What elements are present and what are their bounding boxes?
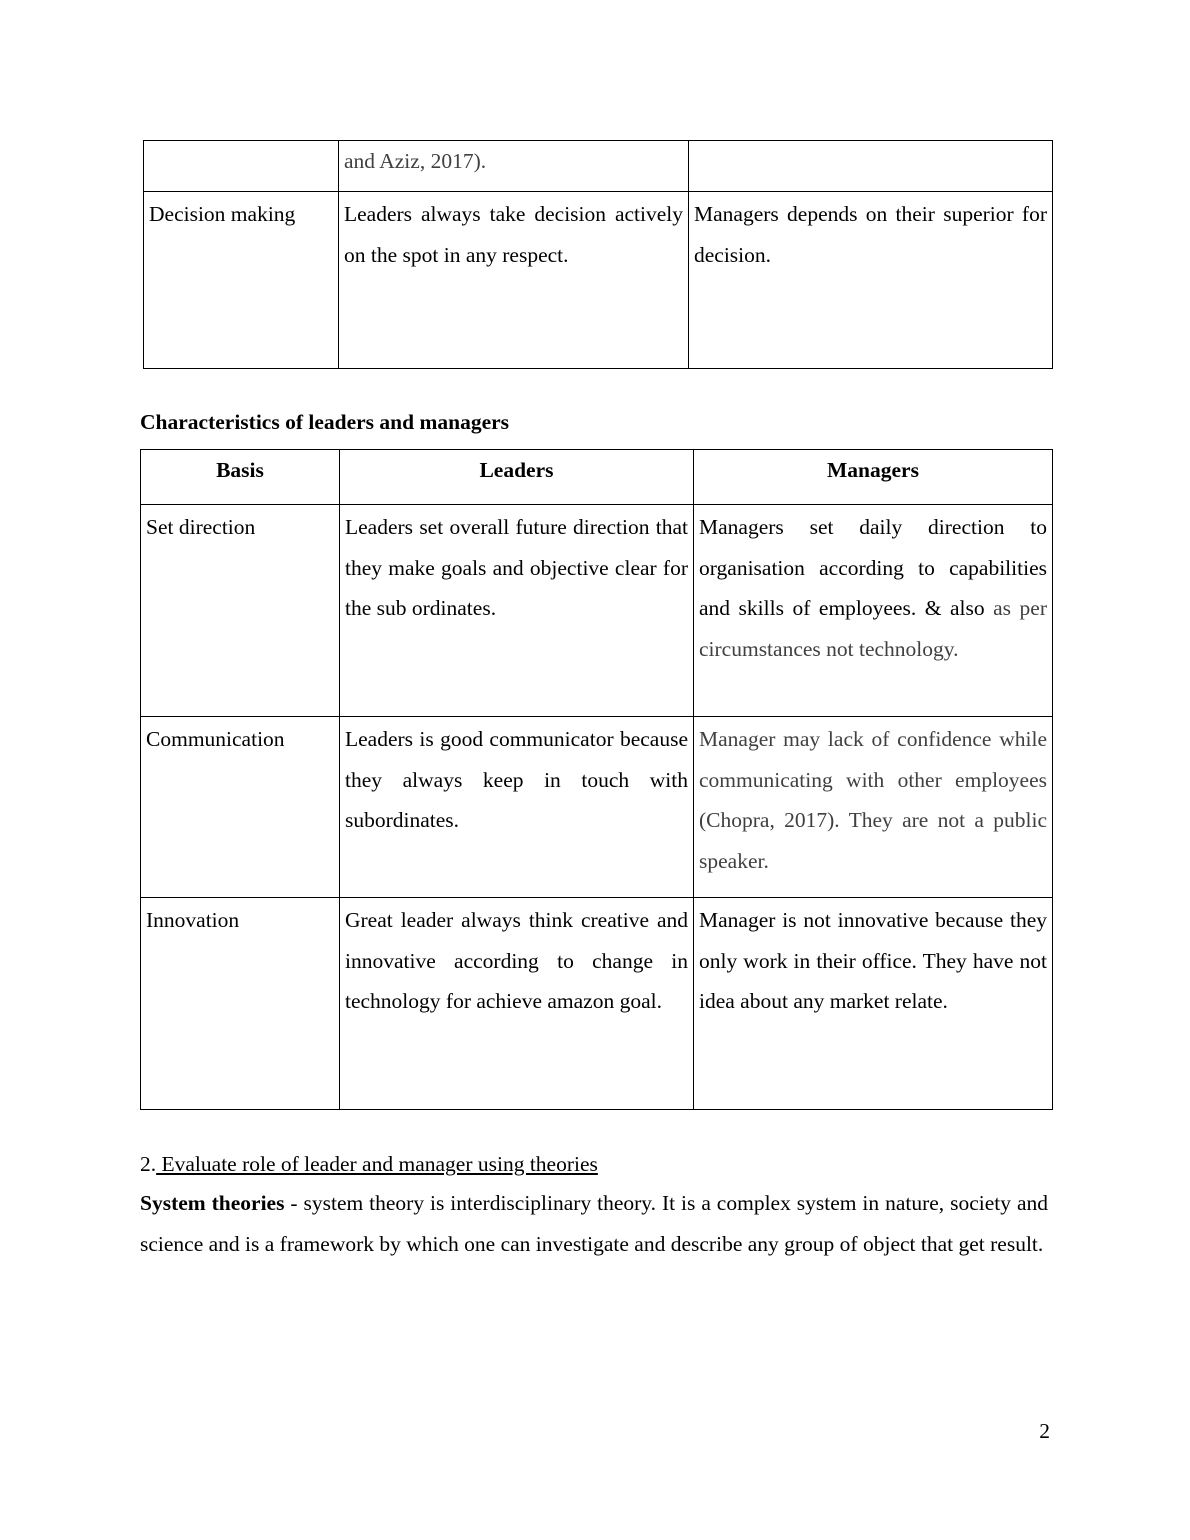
system-theories-paragraph (140, 1183, 1048, 1264)
managers-text-continued: as per circumstances not technology. (699, 596, 1047, 661)
paragraph-body: - system theory is interdisciplinary theory. It is a complex system in nature, society and science and is a framework by which one can investigate and describe any group of object that get result. (140, 1191, 1048, 1256)
continued-comparison-table (143, 140, 1053, 369)
table-row (141, 898, 1053, 1110)
section-heading (140, 1147, 598, 1181)
table-header-row (141, 450, 1053, 505)
table-row (141, 505, 1053, 717)
basis-cell (144, 141, 339, 192)
basis-cell: Innovation (141, 898, 340, 1110)
term-label: System theories (140, 1191, 285, 1215)
managers-cell (689, 141, 1053, 192)
basis-cell: Communication (141, 717, 340, 898)
managers-cell: Managers depends on their superior for decision. (689, 192, 1053, 369)
characteristics-heading: Characteristics of leaders and managers (140, 410, 510, 434)
leaders-cell: Great leader always think creative and innovative according to change in technology for achieve amazon goal. (340, 898, 694, 1110)
page-number: 2 (1039, 1419, 1050, 1443)
column-header-managers: Managers (694, 450, 1053, 505)
table-row (141, 717, 1053, 898)
basis-cell: Set direction (141, 505, 340, 717)
managers-text: Managers set daily direction to organisation according to capabilities and skills of employees. & also (699, 515, 1047, 620)
column-header-leaders: Leaders (340, 450, 694, 505)
leaders-cell: Leaders is good communicator because they always keep in touch with subordinates. (340, 717, 694, 898)
table-row (144, 141, 1053, 192)
managers-cell: Manager may lack of confidence while communicating with other employees (Chopra, 2017). They are not a public speaker. (694, 717, 1053, 898)
leaders-cell: Leaders set overall future direction that they make goals and objective clear for the sub ordinates. (340, 505, 694, 717)
section-number: 2. (140, 1152, 157, 1176)
leaders-cell: Leaders always take decision actively on the spot in any respect. (339, 192, 689, 369)
column-header-basis: Basis (141, 450, 340, 505)
managers-cell: Manager is not innovative because they only work in their office. They have not idea about any market relate. (694, 898, 1053, 1110)
basis-cell: Decision making (144, 192, 339, 369)
managers-cell (694, 505, 1053, 717)
leaders-cell: and Aziz, 2017). (339, 141, 689, 192)
section-title: Evaluate role of leader and manager using theories (156, 1152, 598, 1176)
table-row (144, 192, 1053, 369)
characteristics-table (140, 449, 1053, 1110)
